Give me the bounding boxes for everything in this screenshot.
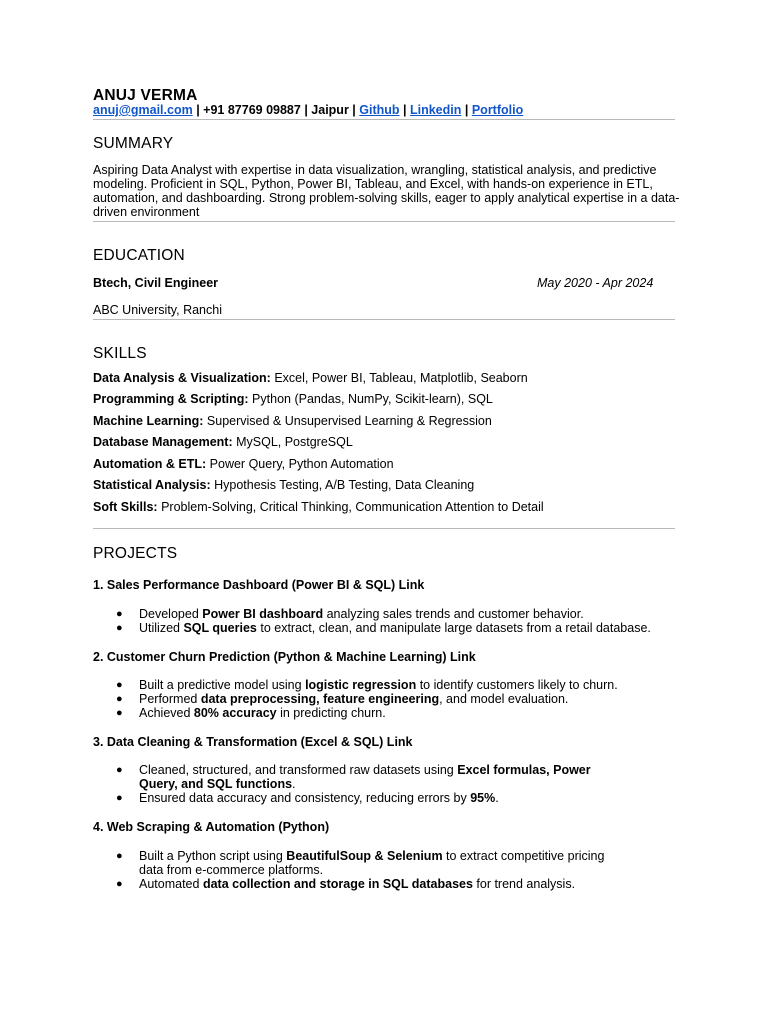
list-item: ● Built a Python script using BeautifulSoup & Selenium to extract competitive pricing data from e-commerce platforms. [116,849,605,877]
summary-heading: SUMMARY [93,135,174,152]
list-item: ● Utilized SQL queries to extract, clean, and manipulate large datasets from a retail database. [116,621,651,635]
skill-value: Hypothesis Testing, A/B Testing, Data Cleaning [210,478,475,492]
separator: | [192,103,204,117]
skill-line [93,435,353,449]
skill-value: Supervised & Unsupervised Learning & Regression [203,414,492,428]
skill-value: Problem-Solving, Critical Thinking, Communication Attention to Detail [157,500,544,514]
bullet-icon: ● [116,707,123,719]
bullet-icon: ● [116,693,123,705]
list-item: ● Developed Power BI dashboard analyzing sales trends and customer behavior. [116,607,584,621]
education-divider [93,319,675,320]
projects-heading: PROJECTS [93,545,178,562]
education-school: ABC University, Ranchi [93,303,222,317]
header-divider [93,119,675,120]
bullet-icon: ● [116,608,123,620]
skill-value: Power Query, Python Automation [206,457,394,471]
bullet-icon: ● [116,792,123,804]
list-item: ● Performed data preprocessing, feature engineering, and model evaluation. [116,692,569,706]
bullet-icon: ● [116,764,123,776]
education-degree: Btech, Civil Engineer [93,276,219,290]
skill-label: Database Management: [93,435,233,449]
list-item: ● Ensured data accuracy and consistency, reducing errors by 95%. [116,791,499,805]
skills-divider [93,528,675,529]
portfolio-link[interactable]: Portfolio [471,103,524,117]
project-bullets [93,678,683,720]
project-title: 4. Web Scraping & Automation (Python) [93,820,330,834]
project-title: 2. Customer Churn Prediction (Python & Machine Learning) Link [93,650,476,664]
skill-value: Excel, Power BI, Tableau, Matplotlib, Seaborn [270,371,528,385]
bullet-icon: ● [116,878,123,890]
list-item: ● Built a predictive model using logistic regression to identify customers likely to churn. [116,678,618,692]
city: Jaipur [311,103,349,117]
separator: | [300,103,312,117]
project-bullets [93,849,683,891]
separator: | [461,103,472,117]
skill-label: Machine Learning: [93,414,204,428]
linkedin-link[interactable]: Linkedin [409,103,462,117]
summary-divider [93,221,675,222]
email-link[interactable]: anuj@gmail.com [93,103,193,117]
skill-value: MySQL, PostgreSQL [232,435,353,449]
skill-line [93,371,528,385]
bullet-icon: ● [116,850,123,862]
list-item: ● Achieved 80% accuracy in predicting churn. [116,706,386,720]
skills-heading: SKILLS [93,345,147,362]
separator: | [348,103,360,117]
separator: | [399,103,410,117]
project-bullets [93,607,683,635]
github-link[interactable]: Github [359,103,400,117]
skill-line [93,457,394,471]
summary-text: Aspiring Data Analyst with expertise in data visualization, wrangling, statistical analysis, and predictive modeling. Proficient in SQL, Python, Power BI, Tableau, and Excel, with hands-on experience in ETL, automation, and dashboarding. Strong problem-solving skills, eager to apply analytical expertise in a data-driven environment [93,163,680,219]
skill-line [93,478,474,492]
skill-line [93,500,544,514]
skill-label: Statistical Analysis: [93,478,211,492]
skill-label: Programming & Scripting: [93,392,249,406]
phone-number: +91 87769 09887 [203,103,301,117]
bullet-icon: ● [116,679,123,691]
skill-label: Automation & ETL: [93,457,207,471]
education-dates: May 2020 - Apr 2024 [537,276,654,290]
skill-value: Python (Pandas, NumPy, Scikit-learn), SQL [248,392,493,406]
skill-line [93,392,493,406]
bullet-icon: ● [116,622,123,634]
project-bullets [93,763,683,805]
skill-line [93,414,492,428]
project-title: 1. Sales Performance Dashboard (Power BI & SQL) Link [93,578,425,592]
candidate-name: ANUJ VERMA [93,87,198,104]
project-title: 3. Data Cleaning & Transformation (Excel & SQL) Link [93,735,413,749]
skill-label: Data Analysis & Visualization: [93,371,271,385]
skill-label: Soft Skills: [93,500,158,514]
list-item: ● Automated data collection and storage in SQL databases for trend analysis. [116,877,576,891]
contact-line [93,103,523,117]
list-item: ● Cleaned, structured, and transformed raw datasets using Excel formulas, Power Query, and SQL functions. [116,763,591,791]
education-heading: EDUCATION [93,247,185,264]
